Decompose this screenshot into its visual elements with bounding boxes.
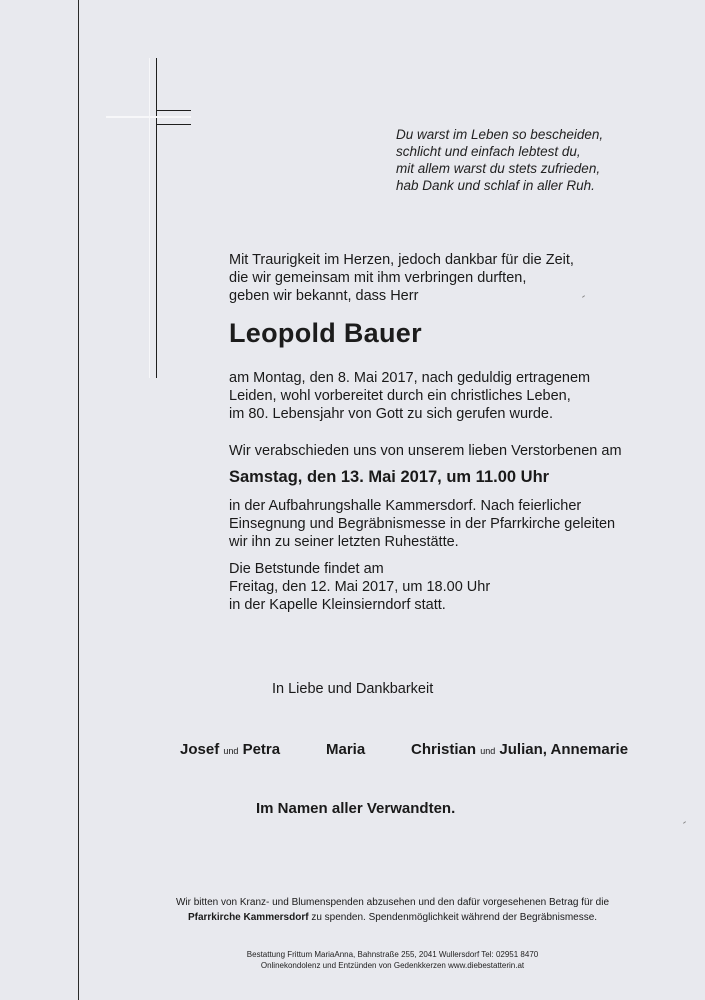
footer-line-2: Onlinekondolenz und Entzünden von Gedenkkerzen www.diebestatterin.at <box>260 961 525 970</box>
donation-rest: zu spenden. Spendenmöglichkeit während der Begräbnismesse. <box>308 912 598 923</box>
donation-line-1: Wir bitten von Kranz- und Blumenspenden abzusehen und den dafür vorgesehenen Betrag für die <box>175 897 610 908</box>
intro-line: geben wir bekannt, dass Herr <box>229 288 419 304</box>
footer-line-1: Bestattung Frittum MariaAnna, Bahnstraße 255, 2041 Wullersdorf Tel: 02951 8470 <box>246 950 539 959</box>
family-group-1 <box>180 741 280 758</box>
undertaker-footer <box>80 949 705 971</box>
death-line: im 80. Lebensjahr von Gott zu sich gerufen wurde. <box>229 406 554 422</box>
funeral-date: Samstag, den 13. Mai 2017, um 11.00 Uhr <box>229 468 550 486</box>
family-member: Josef <box>180 741 220 758</box>
prayer-line: Die Betstunde findet am <box>229 561 384 577</box>
family-member: Petra <box>242 741 281 758</box>
intro-line: die wir gemeinsam mit ihm verbringen durften, <box>229 270 527 286</box>
deceased-name: Leopold Bauer <box>229 318 422 348</box>
service-text <box>229 497 615 551</box>
intro-text <box>229 251 574 305</box>
donation-recipient: Pfarrkirche Kammersdorf <box>187 912 309 923</box>
intro-line: Mit Traurigkeit im Herzen, jedoch dankbar für die Zeit, <box>229 252 574 268</box>
death-line: am Montag, den 8. Mai 2017, nach geduldig ertragenem <box>229 370 591 386</box>
prayer-hour-text <box>229 560 490 614</box>
left-margin-line <box>78 0 79 1000</box>
paper-speck <box>683 821 686 824</box>
death-notice <box>229 369 590 423</box>
closing-love: In Liebe und Dankbarkeit <box>272 681 434 697</box>
farewell-text: Wir verabschieden uns von unserem lieben Verstorbenen am <box>229 443 622 459</box>
poem-line: Du warst im Leben so bescheiden, <box>396 127 604 142</box>
family-member: Julian, Annemarie <box>499 741 629 758</box>
prayer-line: in der Kapelle Kleinsierndorf statt. <box>229 597 446 613</box>
family-group-3 <box>411 741 628 758</box>
poem-line: hab Dank und schlaf in aller Ruh. <box>396 178 595 193</box>
family-member: Maria <box>326 741 366 758</box>
family-group-2 <box>326 741 365 758</box>
death-line: Leiden, wohl vorbereitet durch ein christliches Leben, <box>229 388 571 404</box>
poem-line: mit allem warst du stets zufrieden, <box>396 161 601 176</box>
paper-speck <box>582 295 585 298</box>
closing-relatives: Im Namen aller Verwandten. <box>256 800 456 817</box>
donation-line-2 <box>80 910 705 925</box>
donation-note <box>80 895 705 925</box>
poem-line: schlicht und einfach lebtest du, <box>396 144 581 159</box>
family-und: und <box>480 746 496 756</box>
service-line: wir ihn zu seiner letzten Ruhestätte. <box>229 534 459 550</box>
family-member: Christian <box>411 741 477 758</box>
family-und: und <box>223 746 239 756</box>
service-line: in der Aufbahrungshalle Kammersdorf. Nach feierlicher <box>229 498 582 514</box>
prayer-line: Freitag, den 12. Mai 2017, um 18.00 Uhr <box>229 579 491 595</box>
poem <box>396 126 603 194</box>
service-line: Einsegnung und Begräbnismesse in der Pfarrkirche geleiten <box>229 516 616 532</box>
